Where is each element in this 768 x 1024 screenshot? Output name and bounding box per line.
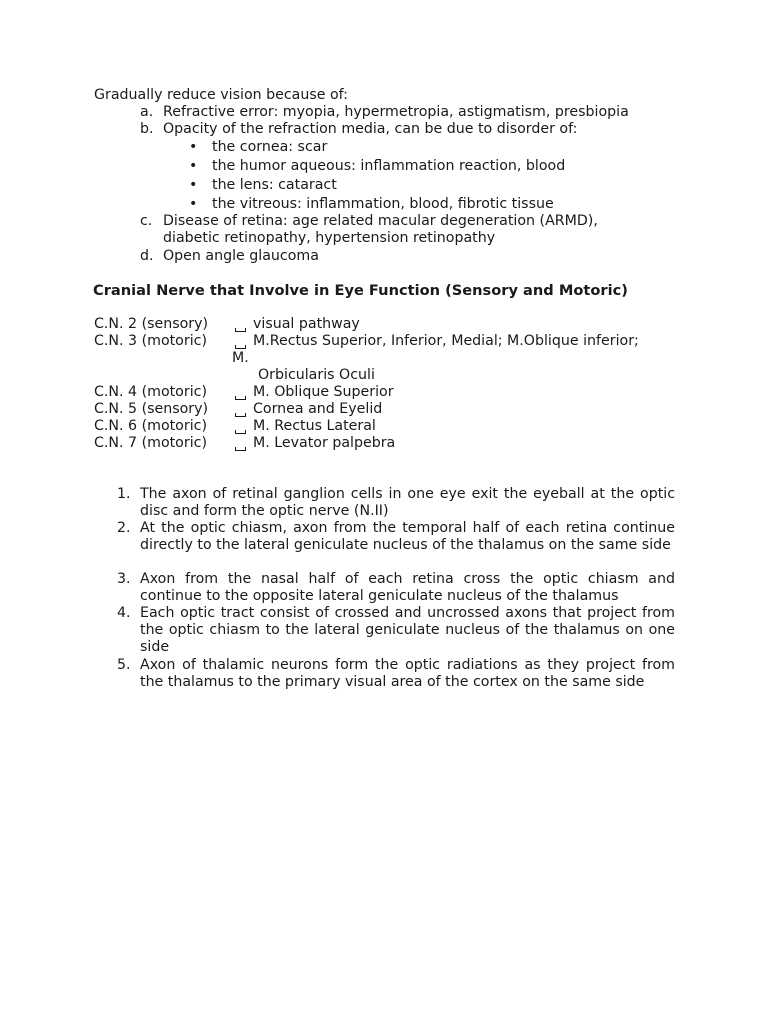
list-marker: 1. [117, 486, 131, 502]
arrow-icon [235, 447, 246, 451]
arrow-icon [235, 396, 246, 400]
cranial-nerve-target: M.Rectus Superior, Inferior, Medial; M.Oblique inferior; [253, 333, 639, 349]
cranial-nerve-target: visual pathway [253, 316, 360, 332]
list-text: The axon of retinal ganglion cells in one eye exit the eyeball at the optic disc and form the optic nerve (N.II) [140, 486, 675, 519]
cranial-nerve-label: C.N. 3 (motoric) [94, 333, 207, 349]
intro-text: Gradually reduce vision because of: [94, 87, 348, 103]
arrow-icon [235, 328, 246, 332]
list-marker: b. [140, 121, 154, 137]
list-marker: a. [140, 104, 154, 120]
cranial-nerve-target: M. Oblique Superior [253, 384, 394, 400]
list-text: Disease of retina: age related macular degeneration (ARMD), [163, 213, 598, 229]
cranial-nerve-target-continued: Orbicularis Oculi [258, 367, 375, 383]
list-text: At the optic chiasm, axon from the temporal half of each retina continue directly to the lateral geniculate nucleus of the thalamus on the same side [140, 520, 675, 553]
list-marker: c. [140, 213, 153, 229]
bullet-icon: • [189, 177, 198, 193]
list-text: Each optic tract consist of crossed and uncrossed axons that project from the optic chiasm to the lateral geniculate nucleus of the thalamus on one side [140, 605, 675, 655]
list-marker: 5. [117, 657, 131, 673]
list-text: Opacity of the refraction media, can be due to disorder of: [163, 121, 578, 137]
cranial-nerve-label: C.N. 2 (sensory) [94, 316, 209, 332]
bullet-icon: • [189, 139, 198, 155]
list-text: the lens: cataract [212, 177, 337, 193]
list-marker: 2. [117, 520, 131, 536]
list-text: the humor aqueous: inflammation reaction, blood [212, 158, 566, 174]
cranial-nerve-label: C.N. 5 (sensory) [94, 401, 209, 417]
list-text: Axon from the nasal half of each retina cross the optic chiasm and continue to the opposite lateral geniculate nucleus of the thalamus [140, 571, 675, 604]
list-marker: 3. [117, 571, 131, 587]
cranial-nerve-target: Cornea and Eyelid [253, 401, 383, 417]
list-marker: d. [140, 248, 154, 264]
arrow-icon [235, 413, 246, 417]
cranial-nerve-target: M. Rectus Lateral [253, 418, 376, 434]
arrow-icon [235, 345, 246, 349]
cranial-nerve-target-continued: M. [232, 350, 249, 366]
list-text: the cornea: scar [212, 139, 328, 155]
arrow-icon [235, 430, 246, 434]
bullet-icon: • [189, 196, 198, 212]
list-text: Axon of thalamic neurons form the optic radiations as they project from the thalamus to the primary visual area of the cortex on the same side [140, 657, 675, 690]
cranial-nerve-label: C.N. 6 (motoric) [94, 418, 207, 434]
section-heading: Cranial Nerve that Involve in Eye Function (Sensory and Motoric) [93, 282, 628, 299]
list-text: Refractive error: myopia, hypermetropia, astigmatism, presbiopia [163, 104, 629, 120]
list-text-continued: diabetic retinopathy, hypertension retinopathy [163, 230, 496, 246]
list-text: Open angle glaucoma [163, 248, 319, 264]
cranial-nerve-label: C.N. 7 (motoric) [94, 435, 207, 451]
cranial-nerve-target: M. Levator palpebra [253, 435, 396, 451]
bullet-icon: • [189, 158, 198, 174]
list-text: the vitreous: inflammation, blood, fibrotic tissue [212, 196, 554, 212]
list-marker: 4. [117, 605, 131, 621]
cranial-nerve-label: C.N. 4 (motoric) [94, 384, 207, 400]
